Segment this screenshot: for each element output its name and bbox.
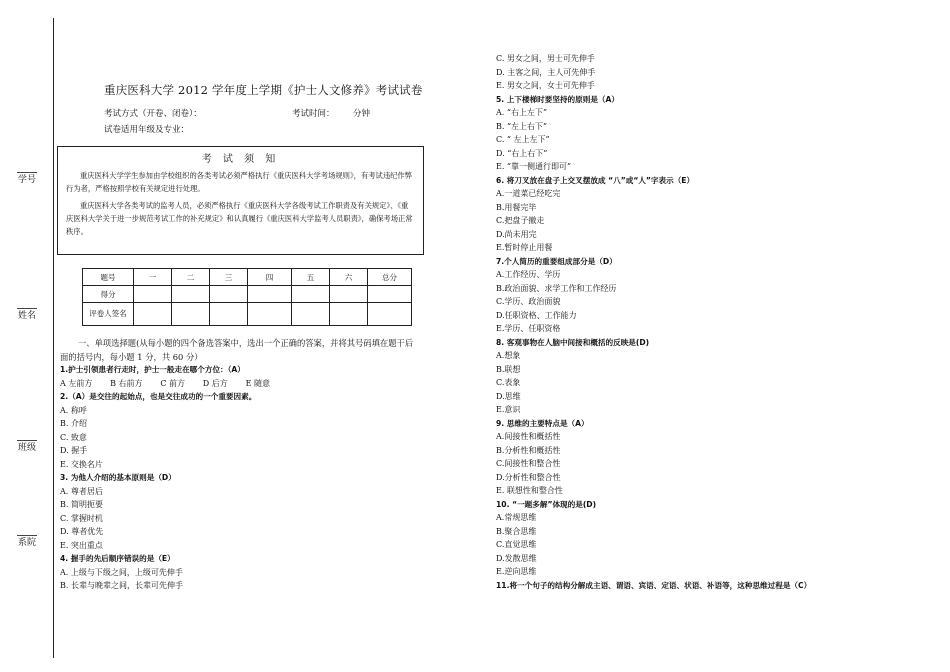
score-cell[interactable] bbox=[292, 303, 330, 326]
sidebar-class bbox=[14, 440, 40, 453]
exam-notice-box bbox=[57, 146, 424, 255]
score-cell[interactable] bbox=[248, 286, 292, 303]
sidebar-name bbox=[14, 308, 40, 321]
score-row-points bbox=[83, 286, 412, 303]
score-row-label: 得分 bbox=[83, 286, 134, 303]
option: D. “右上右下” bbox=[496, 148, 548, 158]
score-header: 六 bbox=[330, 269, 368, 286]
question-stem: 6. 将刀叉放在盘子上交叉摆放成 “八”或“人”字表示（E） bbox=[496, 175, 695, 185]
question-options: A 左前方 B 右前方 C 前方 D 后方 E 随意 bbox=[60, 378, 270, 388]
option: D. 握手 bbox=[60, 446, 88, 455]
option: B.用餐完毕 bbox=[496, 202, 537, 212]
option: A.想象 bbox=[496, 351, 521, 360]
option: B.分析性和概括性 bbox=[496, 445, 561, 455]
option: B. 介绍 bbox=[60, 419, 87, 428]
option: A.工作经历、学历 bbox=[496, 270, 561, 279]
score-header: 总分 bbox=[368, 269, 412, 286]
option: A.间接性和概括性 bbox=[496, 432, 561, 441]
option: A.常规思维 bbox=[496, 513, 537, 522]
section-line-2: 面的括号内，每小题 1 分，共 60 分） bbox=[60, 352, 203, 362]
notice-paragraph-2: 重庆医科大学各类考试的监考人员，必须严格执行《重庆医科大学各级考试工作职责及有关规定》、《重庆医科大学关于进一步规范考试工作的补充规定》和认真履行《重庆医科大学监考人员职责》，确保考场正常秩序。 bbox=[66, 201, 413, 236]
option: B. 长辈与晚辈之间，长辈可先伸手 bbox=[60, 581, 183, 590]
notice-paragraph-1: 重庆医科大学学生参加由学校组织的各类考试必须严格执行《重庆医科大学考场规则》，有考试违纪作弊行为者，严格按照学校有关规定进行处理。 bbox=[66, 171, 413, 193]
binding-line bbox=[53, 18, 54, 658]
option: C. “ 左上左下” bbox=[496, 135, 550, 144]
option: E.逆向思维 bbox=[496, 567, 537, 576]
question-stem: 4. 握手的先后顺序错误的是（E） bbox=[60, 554, 175, 563]
score-header: 二 bbox=[172, 269, 210, 286]
score-cell[interactable] bbox=[368, 286, 412, 303]
option: E.学历、任职资格 bbox=[496, 324, 561, 333]
option: D. 主客之间，主人可先伸手 bbox=[496, 67, 596, 77]
question-stem: 3. 为他人介绍的基本原则是（D） bbox=[60, 473, 176, 482]
option: C.表象 bbox=[496, 378, 521, 387]
score-cell[interactable] bbox=[292, 286, 330, 303]
option: A.一道菜已经吃完 bbox=[496, 189, 561, 198]
option: B.联想 bbox=[496, 364, 521, 374]
question-stem: 5. 上下楼梯时要坚持的原则是（A） bbox=[496, 94, 619, 104]
option: C.间接性和整合性 bbox=[496, 459, 561, 468]
sidebar-label-department: 系院 bbox=[17, 538, 36, 548]
left-questions bbox=[60, 363, 470, 593]
exam-minutes: 分钟 bbox=[353, 109, 371, 119]
score-cell[interactable] bbox=[210, 303, 248, 326]
section-line-1: 一、单项选择题(从每小题的四个备选答案中，选出一个正确的答案，并将其号码填在题干后 bbox=[78, 338, 414, 348]
score-header: 五 bbox=[292, 269, 330, 286]
question-stem: 2.（A）是交往的起始点，也是交往成功的一个重要因素。 bbox=[60, 392, 257, 401]
option: E.暂时停止用餐 bbox=[496, 243, 553, 252]
option: C. 致意 bbox=[60, 432, 87, 442]
score-cell[interactable] bbox=[172, 286, 210, 303]
option: C.直觉思维 bbox=[496, 540, 537, 549]
option: E. 联想性和整合性 bbox=[496, 486, 563, 495]
score-cell[interactable] bbox=[172, 303, 210, 326]
option: D.思维 bbox=[496, 391, 521, 401]
question-stem: 11.将一个句子的结构分解成主语、谓语、宾语、定语、状语、补语等，这种思维过程是（C） bbox=[496, 580, 812, 590]
section-one-instructions bbox=[60, 336, 470, 364]
exam-time: 考试时间： bbox=[292, 109, 335, 119]
option: D.任职资格、工作能力 bbox=[496, 310, 577, 320]
sidebar-student-id bbox=[14, 172, 40, 185]
option: C. 掌握时机 bbox=[60, 513, 103, 523]
right-questions bbox=[496, 52, 941, 592]
option: D.分析性和整合性 bbox=[496, 472, 561, 482]
score-table bbox=[82, 268, 412, 326]
option: A. 称呼 bbox=[60, 405, 87, 415]
score-row-grader bbox=[83, 303, 412, 326]
sidebar-label-name: 姓名 bbox=[17, 311, 36, 321]
question-stem: 10. “一题多解”体现的是(D) bbox=[496, 499, 597, 509]
score-header: 题号 bbox=[83, 269, 134, 286]
option: A. 上级与下级之间，上级可先伸手 bbox=[60, 567, 183, 577]
option: C.学历、政治面貌 bbox=[496, 297, 561, 306]
score-header: 四 bbox=[248, 269, 292, 286]
score-header: 一 bbox=[134, 269, 172, 286]
score-cell[interactable] bbox=[330, 286, 368, 303]
option: A. “右上左下” bbox=[496, 108, 548, 117]
sidebar-department bbox=[14, 535, 40, 548]
exam-mode: 考试方式（开卷、闭卷）： bbox=[104, 109, 202, 119]
sidebar-label-id: 学号 bbox=[17, 175, 36, 185]
option: B. 简明扼要 bbox=[60, 500, 103, 509]
option: E. 突出重点 bbox=[60, 540, 103, 550]
option: E. “靠一侧通行即可” bbox=[496, 162, 572, 171]
score-cell[interactable] bbox=[134, 303, 172, 326]
option: C.把盘子撤走 bbox=[496, 216, 545, 225]
question-stem: 9. 思维的主要特点是（A） bbox=[496, 418, 589, 428]
question-stem: 1.护士引领患者行走时，护士一般走在哪个方位：（A） bbox=[60, 365, 245, 374]
question-stem: 7.个人简历的重要组成部分是（D） bbox=[496, 256, 617, 266]
score-cell[interactable] bbox=[330, 303, 368, 326]
score-cell[interactable] bbox=[368, 303, 412, 326]
option: D. 尊者优先 bbox=[60, 527, 104, 536]
option: B.政治面貌、求学工作和工作经历 bbox=[496, 283, 617, 293]
score-cell[interactable] bbox=[210, 286, 248, 303]
notice-title: 考 试 须 知 bbox=[201, 154, 280, 165]
option: A. 尊者居后 bbox=[60, 486, 103, 496]
score-cell[interactable] bbox=[248, 303, 292, 326]
option: D.尚未用完 bbox=[496, 229, 537, 239]
score-header-row bbox=[83, 269, 412, 286]
score-row-label: 评卷人签名 bbox=[83, 303, 134, 326]
option: E.意识 bbox=[496, 405, 521, 414]
exam-title: 重庆医科大学 2012 学年度上学期《护士人文修养》考试试卷 bbox=[104, 83, 423, 97]
grade-major: 试卷适用年级及专业： bbox=[104, 125, 190, 135]
option: E. 男女之间，女士可先伸手 bbox=[496, 81, 595, 90]
option: B.聚合思维 bbox=[496, 526, 537, 536]
sidebar-label-class: 班级 bbox=[17, 443, 36, 453]
score-cell[interactable] bbox=[134, 286, 172, 303]
option: D.发散思维 bbox=[496, 553, 537, 563]
option: E. 交换名片 bbox=[60, 459, 103, 469]
question-stem: 8. 客观事物在人脑中间接和概括的反映是(D) bbox=[496, 337, 650, 347]
option: C. 男女之间，男士可先伸手 bbox=[496, 54, 595, 63]
option: B. “左上右下” bbox=[496, 121, 548, 131]
score-header: 三 bbox=[210, 269, 248, 286]
